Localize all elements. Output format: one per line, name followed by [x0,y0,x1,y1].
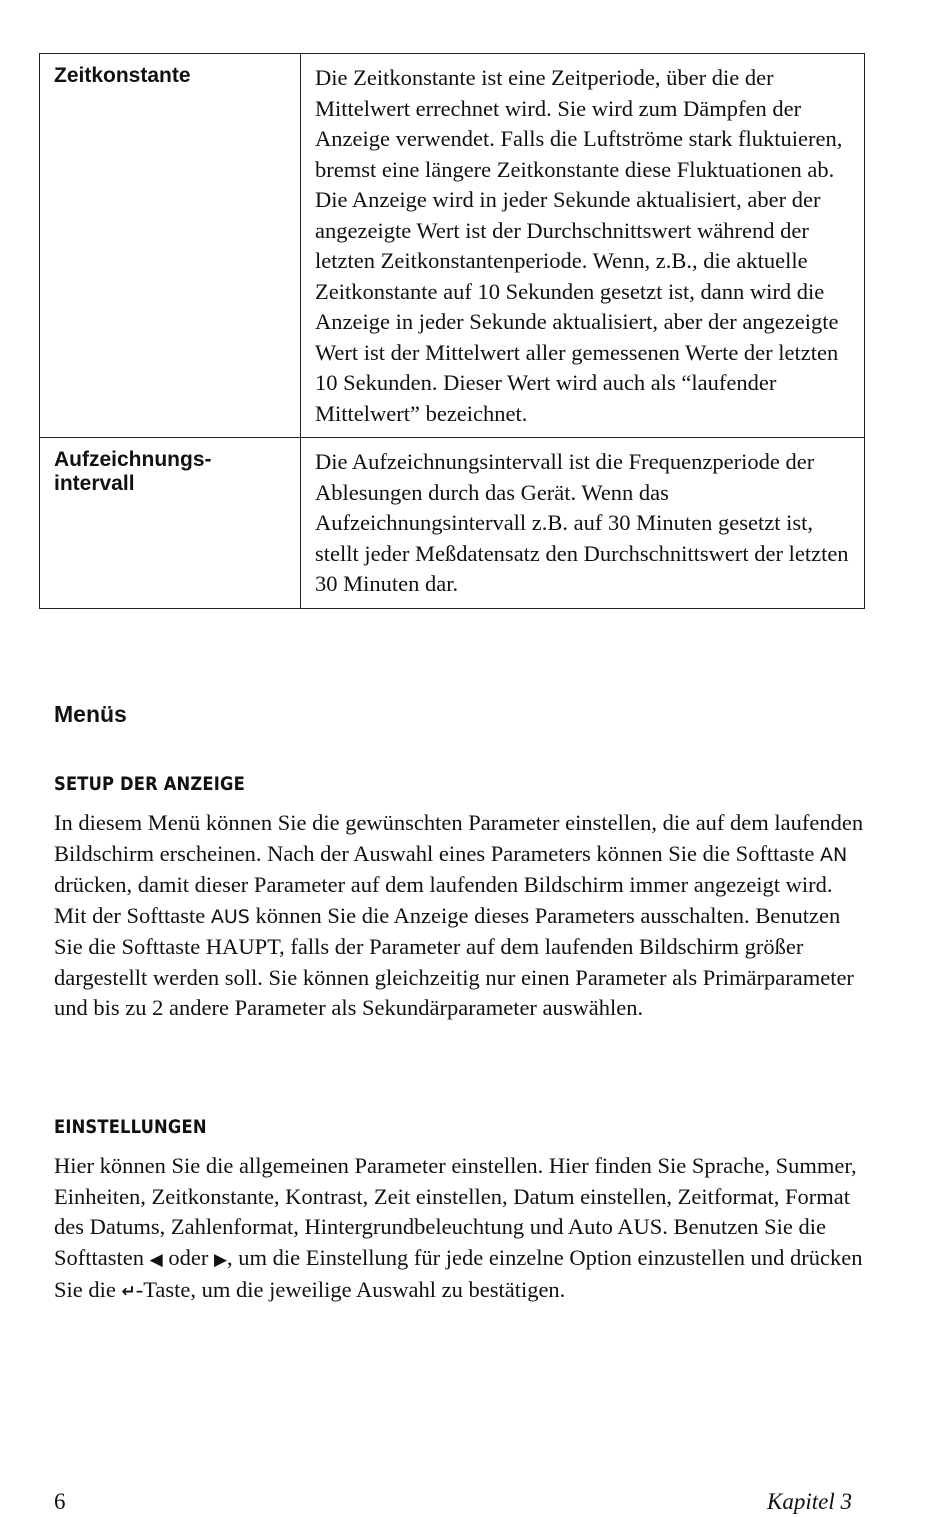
paragraph-settings [54,1151,866,1308]
page-number: 6 [54,1489,66,1514]
subheading-display-setup: SETUP DER ANZEIGE [54,773,245,795]
description-cell [301,54,865,438]
section-heading-menus: Menüs [54,701,127,727]
text-segment: können Sie die Anzeige dieses Parameters ausschalten. Benutzen Sie die Softtaste HAUPT, falls der Parameter auf dem laufenden Bildschirm größer dargestellt werden soll. Sie können gleichzeitig nur einen Parameter als Primärparameter und bis zu 2 andere Parameter als Sekundärparameter auswählen. [54,902,854,1020]
chapter-label: Kapitel 3 [767,1489,852,1514]
term-cell [40,54,301,438]
term-recording-interval: Aufzeichnungs- intervall [54,448,212,495]
text-segment: oder [162,1244,214,1270]
text-segment: , um die Einstellung für jede einzelne Option einzustellen und drücken Sie die [54,1244,863,1302]
softkey-off-label: AUS [210,905,250,928]
arrow-right-icon: ▶ [213,1249,228,1270]
text-segment: Hier können Sie die allgemeinen Parameter einstellen. Hier finden Sie Sprache, Summer, Einheiten, Zeitkonstante, Kontrast, Zeit einstellen, Datum einstellen, Zeitformat, Format des Datums, Zahlenformat, Hintergrundbeleuchtung und Auto AUS. Benutzen Sie die Softtasten [54,1153,857,1270]
text-segment: In diesem Menü können Sie die gewünschten Parameter einstellen, die auf dem laufenden Bildschirm erscheinen. Nach der Auswahl eines Parameters können Sie die Softtaste [54,810,864,866]
description-time-constant: Die Zeitkonstante ist eine Zeitperiode, über die der Mittelwert errechnet wird. Sie wird zum Dämpfen der Anzeige verwendet. Falls die Luftströme stark fluktuieren, bremst eine längere Zeitkonstante diese Fluktuationen ab. Die Anzeige wird in jeder Sekunde aktualisiert, aber der angezeigte Wert ist der Durchschnittswert während der letzten Zeitkonstantenperiode. Wenn, z.B., die aktuelle Zeitkonstante auf 10 Sekunden gesetzt ist, dann wird die Anzeige in jeder Sekunde aktualisiert, aber der angezeigte Wert ist der Mittelwert aller gemessenen Werte der letzten 10 Sekunden. Dieser Wert wird auch als “laufender Mittelwert” bezeichnet. [315,65,843,426]
table-row [40,438,865,609]
description-recording-interval: Die Aufzeichnungsintervall ist die Frequenzperiode der Ablesungen durch das Gerät. Wenn das Aufzeichnungsintervall z.B. auf 30 Minuten gesetzt ist, stellt jeder Meßdatensatz den Durchschnittswert der letzten 30 Minuten dar. [315,449,849,596]
term-cell [40,438,301,609]
text-segment: drücken, damit dieser Parameter auf dem laufenden Bildschirm immer angezeigt wird. Mit der Softtaste [54,872,833,928]
paragraph-display-setup [54,808,866,1024]
arrow-left-icon: ◀ [149,1249,163,1270]
text-segment: -Taste, um die jeweilige Auswahl zu bestätigen. [135,1277,566,1302]
table-row [40,54,865,438]
definitions-table [39,53,865,609]
term-time-constant: Zeitkonstante [54,64,191,87]
softkey-on-label: AN [820,843,848,866]
subheading-settings: EINSTELLUNGEN [54,1116,207,1138]
enter-key-icon: ↵ [121,1282,136,1302]
description-cell [301,438,865,609]
